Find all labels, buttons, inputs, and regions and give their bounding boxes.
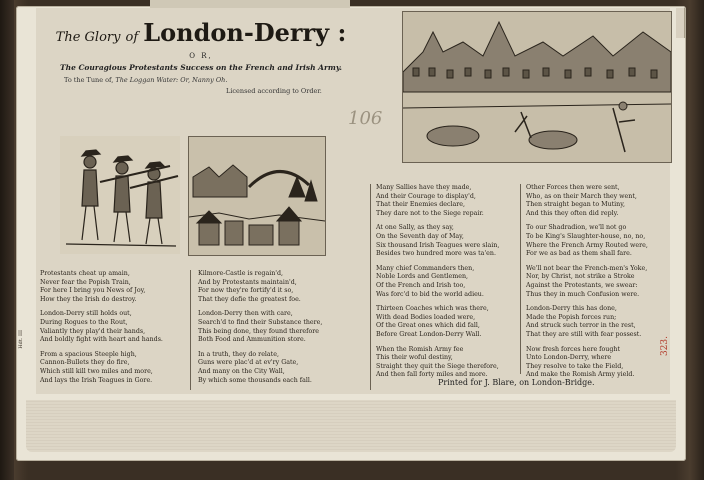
verse-line: Besides two hundred more was ta'en. — [376, 250, 496, 258]
verse-line: Of the Great ones which did fall, — [376, 322, 480, 330]
verse-line: Noble Lords and Gentlemen, — [376, 273, 468, 281]
verse-line: And make the Romish Army yield. — [526, 371, 635, 379]
verse-line: And many on the City Wall, — [198, 367, 285, 375]
verse-line: And lays the Irish Teagues in Gore. — [40, 376, 153, 384]
or-line: O R, — [189, 52, 213, 60]
verse-line: Then straight began to Mutiny, — [526, 201, 625, 209]
verse-line: Where the French Army Routed were, — [526, 241, 648, 249]
verse-line: And their Courage to display'd, — [376, 192, 476, 200]
verse-line: For now they're fortify'd it so, — [198, 287, 294, 295]
verse-line: Straight they quit the Siege therefore, — [376, 362, 499, 370]
verse-line: Kilmore-Castle is regain'd, — [198, 270, 284, 277]
page-title — [36, 18, 366, 47]
title-prefix: The Glory — [55, 30, 121, 45]
book-spine — [0, 0, 14, 480]
broadside-sheet — [36, 8, 670, 394]
verse-line: Thus they in much Confusion were. — [526, 290, 640, 298]
verse-line: London-Derry this has done, — [526, 305, 617, 313]
tune-line — [64, 76, 354, 84]
verse-line: Many Sallies have they made, — [376, 184, 472, 191]
verse-line: They dare not to the Siege repair. — [376, 209, 484, 217]
title-main: London-Derry : — [143, 18, 347, 47]
verse-line: From a spacious Steeple high, — [40, 350, 137, 358]
center-divider — [370, 184, 371, 390]
stanza — [526, 184, 668, 218]
verse-line: And boldly fight with heart and hands. — [40, 336, 163, 344]
verse-line: For we as bad as them shall fare. — [526, 250, 632, 258]
pencil-number: 106 — [348, 108, 383, 129]
verse-line: Both Food and Ammunition store. — [198, 336, 306, 344]
column-divider — [520, 184, 521, 374]
stanza — [40, 270, 190, 304]
verse-line: Now fresh forces here fought — [526, 345, 620, 353]
stanza — [198, 270, 374, 304]
verse-line: Other Forces then were sent, — [526, 184, 620, 191]
stanza — [526, 224, 668, 258]
verse-line: Thirteen Coaches which was there, — [376, 305, 489, 313]
verse-column-2 — [198, 270, 374, 391]
verse-line: On the Seventh day of May, — [376, 232, 464, 240]
verse-line: Nor, by Christ, not strike a Stroke — [526, 273, 635, 281]
verse-line: How they the Irish do destroy. — [40, 295, 137, 303]
column-divider — [190, 270, 191, 390]
verse-line: London-Derry still holds out, — [40, 310, 132, 318]
verse-line: Before Great London-Derry Wall. — [376, 330, 482, 338]
stanza — [198, 310, 374, 344]
verse-line: At one Sally, as they say, — [376, 224, 454, 232]
verse-line: In a truth, they do relate, — [198, 350, 279, 358]
verse-line: This their woful destiny, — [376, 354, 453, 362]
margin-number: 323. — [660, 336, 670, 357]
stanza — [376, 305, 518, 339]
verse-line: Valiantly they play'd their hands, — [40, 327, 146, 335]
tune-name: The Loggan Water: Or, Nanny Oh. — [115, 76, 228, 84]
verse-line: Never fear the Popish Train, — [40, 278, 131, 286]
verse-line: London-Derry then with care, — [198, 310, 293, 318]
stanza — [526, 305, 668, 339]
verse-line: This being done, they found therefore — [198, 327, 320, 335]
licensed-line: Licensed according to Order. — [226, 87, 322, 95]
imprint: Printed for J. Blare, on London-Bridge. — [438, 378, 595, 387]
page-edges — [26, 400, 676, 452]
stanza — [198, 351, 374, 385]
verse-line: And then fall forty miles and more. — [376, 371, 488, 379]
verse-line: Cannon-Bullets they do fire, — [40, 359, 130, 367]
stanza — [376, 184, 518, 218]
verse-line: Guns were plac'd at ev'ry Gate, — [198, 359, 299, 367]
stanza — [376, 265, 518, 299]
stanza — [40, 351, 190, 385]
verse-line: Unto London-Derry, where — [526, 354, 612, 362]
woodcut-soldiers — [60, 136, 180, 254]
verse-line: Of the French and Irish too, — [376, 281, 466, 289]
verse-line: Many chief Commanders then, — [376, 264, 475, 272]
verse-line: By which some thousands each fall. — [198, 376, 312, 384]
verse-line: Against the Protestants, we swear: — [526, 281, 638, 289]
verse-line: Who, as on their March they went, — [526, 192, 637, 200]
verse-line: Protestants cheat up amain, — [40, 270, 130, 277]
verse-line: Six thousand Irish Teagues were slain, — [376, 241, 500, 249]
woodcut-town — [188, 136, 326, 256]
subtitle: The Couragious Protestants Success on the French and Irish Army. — [60, 63, 342, 72]
verse-line: When the Romish Army fee — [376, 345, 464, 353]
woodcut-city-panorama — [402, 11, 672, 163]
page-ribbon — [676, 8, 685, 38]
verse-column-4 — [526, 184, 668, 386]
verse-line: To be King's Slaughter-house, no, no, — [526, 232, 646, 240]
verse-line: They resolve to take the Field, — [526, 362, 624, 370]
verse-line: For here I bring you News of Joy, — [40, 287, 146, 295]
verse-line: With dead Bodies loaded were, — [376, 313, 476, 321]
verse-line: Was forc'd to bid the world adieu. — [376, 290, 484, 298]
stanza — [526, 265, 668, 299]
verse-column-1 — [40, 270, 190, 391]
verse-line: To our Shadradion, we'll not go — [526, 224, 627, 232]
title-of: of — [125, 30, 139, 45]
verse-line: That they are still with fear possest. — [526, 330, 642, 338]
stanza — [376, 346, 518, 380]
verse-line: During Rogues to the Rout, — [40, 318, 128, 326]
tune-prefix: To the Tune of, — [64, 76, 114, 84]
verse-column-3 — [376, 184, 518, 386]
stanza — [40, 310, 190, 344]
top-tab — [150, 0, 350, 8]
verse-line: Made the Popish forces run; — [526, 313, 617, 321]
stanza — [526, 346, 668, 380]
verse-line: That they defie the greatest foe. — [198, 295, 301, 303]
stanza — [376, 224, 518, 258]
verse-line: Search'd to find their Substance there, — [198, 318, 323, 326]
verse-line: And by Protestants maintain'd, — [198, 278, 297, 286]
verse-line: We'll not bear the French-men's Yoke, — [526, 264, 648, 272]
verse-line: Which still kill two miles and more, — [40, 367, 153, 375]
verse-line: And struck such terror in the rest, — [526, 322, 636, 330]
edge-label: Hdt. III — [18, 330, 24, 349]
verse-line: And this they often did reply. — [526, 209, 619, 217]
verse-line: That their Enemies declare, — [376, 201, 465, 209]
